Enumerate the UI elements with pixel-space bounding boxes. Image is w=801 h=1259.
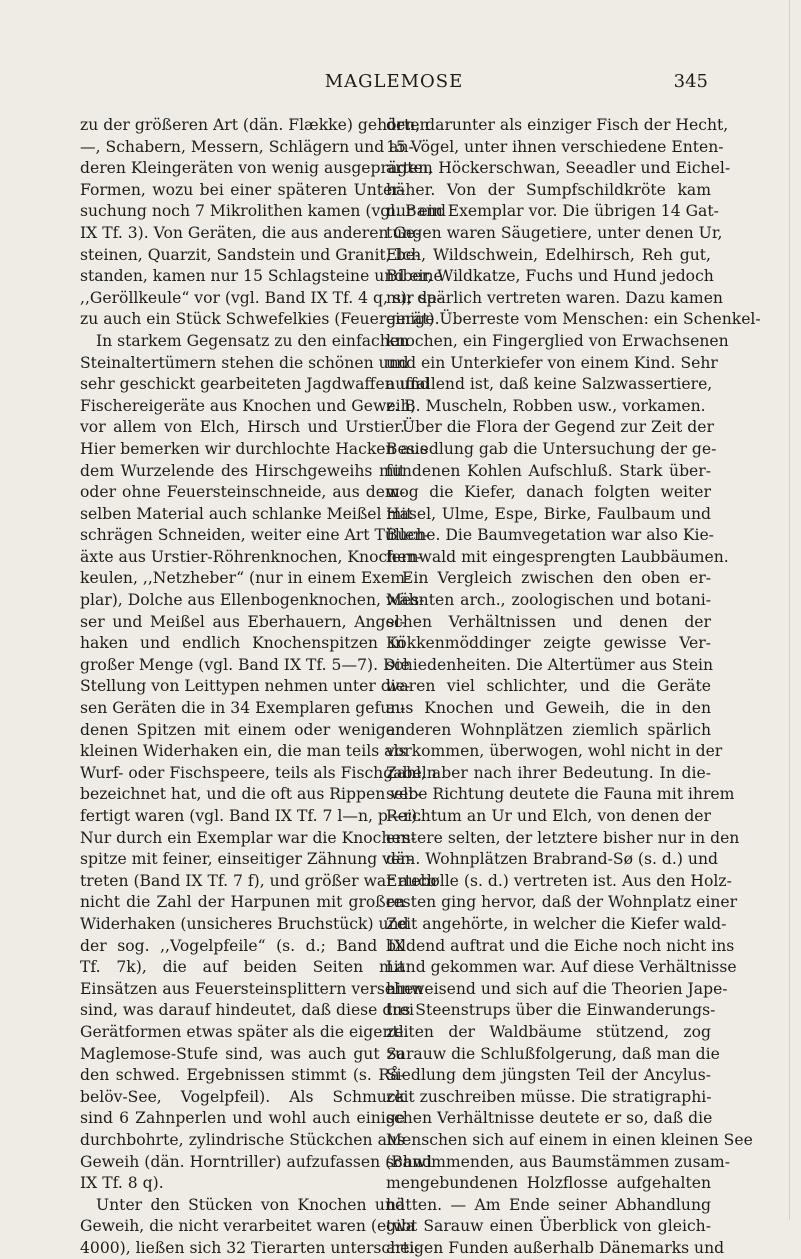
text-line: plar), Dolche aus Ellenbogenknochen, Mes-	[80, 591, 425, 610]
text-line: fertigt waren (vgl. Band IX Tf. 7 l—n, p—r).	[80, 807, 422, 825]
left-column	[80, 115, 446, 1259]
text-line: Sarauw die Schlußfolgerung, daß man die	[386, 1044, 720, 1063]
text-line: fernwald mit eingesprengten Laubbäumen.	[386, 547, 729, 566]
text-line: Buche. Die Baumvegetation war also Kie-	[386, 526, 714, 545]
text-line: knochen, ein Fingerglied von Erwachsenen	[386, 331, 729, 350]
text-line: Stellung von Leittypen nehmen unter die-	[80, 677, 411, 696]
text-line: artigen Funden außerhalb Dänemarks und	[386, 1238, 725, 1257]
text-line: denen Spitzen mit einem oder wenigen	[80, 720, 405, 739]
text-line: schen Verhältnissen und denen der	[386, 612, 711, 631]
text-line: selben Material auch schlanke Meißel mit	[80, 504, 413, 523]
text-line: keulen, ,,Netzheber“ (nur in einem Exem-	[80, 569, 411, 588]
text-line: durchbohrte, zylindrische Stückchen aus	[80, 1130, 405, 1149]
text-line: 4000), ließen sich 32 Tierarten unterschei-	[80, 1238, 420, 1257]
text-line: sind 6 Zahnperlen und wohl auch einige	[80, 1109, 405, 1128]
text-line: spitze mit feiner, einseitiger Zähnung ver-	[80, 850, 413, 869]
text-line: sen Geräten die in 34 Exemplaren gefun-	[80, 699, 406, 718]
page-edge	[789, 0, 800, 1220]
text-line: auffallend ist, daß keine Salzwassertiere,	[386, 375, 713, 394]
text-line: einige Überreste vom Menschen: ein Schenkel-	[386, 310, 761, 329]
text-line: resten ging hervor, daß der Wohnplatz einer	[386, 893, 738, 912]
text-line: vor allem von Elch, Hirsch und Urstier.	[80, 418, 405, 437]
text-line: zeiten der Waldbäume stützend, zog	[386, 1022, 711, 1041]
text-line: Ertebølle (s. d.) vertreten ist. Aus den Holz-	[386, 871, 732, 890]
text-line: haken und endlich Knochenspitzen in	[80, 634, 405, 653]
text-line: Nur durch ein Exemplar war die Knochen-	[80, 828, 417, 847]
text-line: Geweih (dän. Horntriller) aufzufassen (Band	[80, 1152, 432, 1171]
text-line: Zeit angehörte, in welcher die Kiefer wald-	[386, 914, 727, 933]
text-line: nicht die Zahl der Harpunen mit großen	[80, 893, 405, 912]
text-line: nur ein Exemplar vor. Die übrigen 14 Gat-	[386, 202, 719, 221]
text-line: Menschen sich auf einem in einen kleinen See	[386, 1130, 753, 1149]
text-line: Kökkenmöddinger zeigte gewisse Ver-	[386, 634, 711, 653]
text-line: ,,Geröllkeule“ vor (vgl. Band IX Tf. 4 q, s); da-	[80, 288, 442, 307]
text-line: deren Kleingeräten von wenig ausgeprägten	[80, 159, 433, 178]
text-line: Steinaltertümern stehen die schönen und	[80, 353, 409, 372]
text-line: Hier bemerken wir durchlochte Hacken aus	[80, 439, 428, 458]
text-line: Hasel, Ulme, Espe, Birke, Faulbaum und	[386, 504, 711, 523]
text-line: arten, Höckerschwan, Seeadler und Eichel-	[386, 159, 731, 178]
text-line: Besiedlung gab die Untersuchung der ge-	[386, 439, 717, 458]
text-line: vorkommen, überwogen, wohl nicht in der	[386, 742, 723, 761]
text-line: Geweih, die nicht verarbeitet waren (etwa	[80, 1217, 416, 1236]
text-line: sehr geschickt gearbeiteten Jagdwaffen und	[80, 375, 430, 394]
page-number: 345	[673, 71, 708, 92]
text-line: fundenen Kohlen Aufschluß. Stark über-	[386, 461, 711, 480]
text-line: suchung noch 7 Mikrolithen kamen (vgl. Band	[80, 202, 446, 221]
text-line: Reichtum an Ur und Elch, von denen der	[386, 807, 711, 825]
text-line: oder ohne Feuersteinschneide, aus dem-	[80, 483, 405, 502]
text-line: zu auch ein Stück Schwefelkies (Feuergerät).	[80, 310, 440, 329]
text-line: schrägen Schneiden, weiter eine Art Tüllen-	[80, 526, 430, 545]
text-line: Wurf- oder Fischspeere, teils als Fischgabeln	[80, 763, 437, 782]
text-line: und ein Unterkiefer von einem Kind. Sehr	[386, 353, 718, 372]
text-line: waren viel schlichter, und die Geräte	[386, 677, 711, 696]
text-line: anderen Wohnplätzen ziemlich spärlich	[386, 720, 711, 739]
text-line: erstere selten, der letztere bisher nur in den	[386, 828, 740, 847]
text-line: tungen waren Säugetiere, unter denen Ur,	[386, 223, 723, 242]
running-head	[80, 71, 708, 93]
right-column	[386, 115, 761, 1259]
text-line: Über die Flora der Gegend zur Zeit der	[402, 418, 714, 437]
text-line: Land gekommen war. Auf diese Verhältnisse	[386, 958, 737, 977]
text-line: steinen, Quarzit, Sandstein und Granit, be-	[80, 245, 421, 264]
text-line: selbe Richtung deutete die Fauna mit ihrem	[386, 785, 735, 804]
text-line: wog die Kiefer, danach folgten weiter	[386, 483, 711, 502]
text-line: Einsätzen aus Feuersteinsplittern versehen	[80, 979, 424, 998]
text-line: Siedlung dem jüngsten Teil der Ancylus-	[386, 1066, 711, 1085]
text-line: schiedenheiten. Die Altertümer aus Stein	[386, 655, 714, 674]
text-line: nur spärlich vertreten waren. Dazu kamen	[386, 288, 723, 307]
text-line: wähnten arch., zoologischen und botani-	[386, 591, 711, 610]
text-line: äxte aus Urstier-Röhrenknochen, Knochen-	[80, 547, 422, 566]
text-line: bezeichnet hat, und die oft aus Rippen ver-	[80, 785, 421, 804]
text-line: Zahl, aber nach ihrer Bedeutung. In die-	[386, 763, 711, 782]
text-line: häher. Von der Sumpfschildkröte kam	[386, 180, 711, 199]
text-line: gibt Sarauw einen Überblick von gleich-	[386, 1217, 711, 1236]
text-line: —, Schabern, Messern, Schlägern und an-	[80, 137, 414, 156]
text-line: hinweisend und sich auf die Theorien Jape-	[386, 979, 728, 998]
text-line: Fischereigeräte aus Knochen und Geweih,	[80, 396, 416, 415]
text-line: zu der größeren Art (dän. Flække) gehörten	[80, 116, 430, 134]
text-line: Gerätformen etwas später als die eigentl.	[80, 1022, 409, 1041]
text-line: kleinen Widerhaken ein, die man teils als	[80, 742, 407, 761]
text-line: hätten. — Am Ende seiner Abhandlung	[386, 1195, 711, 1214]
text-line: Formen, wozu bei einer späteren Unter-	[80, 180, 405, 199]
text-line: dem Wurzelende des Hirschgeweihs mit	[80, 461, 405, 480]
text-line: ser und Meißel aus Eberhauern, Angel-	[80, 612, 405, 631]
text-line: Elch, Wildschwein, Edelhirsch, Reh gut,	[386, 245, 711, 264]
text-line: den, darunter als einziger Fisch der Hecht,	[386, 116, 729, 134]
text-line: dän. Wohnplätzen Brabrand-Sø (s. d.) und	[386, 850, 718, 869]
text-line: aus Knochen und Geweih, die in den	[386, 699, 711, 718]
text-line: tus Steenstrups über die Einwanderungs-	[386, 1001, 716, 1020]
text-line: sind, was darauf hindeutet, daß diese drei	[80, 1001, 415, 1020]
text-line: z. B. Muscheln, Robben usw., vorkamen.	[386, 396, 706, 415]
text-line: großer Menge (vgl. Band IX Tf. 5—7). Die	[80, 655, 410, 674]
text-line: Ein Vergleich zwischen den oben er-	[402, 569, 711, 588]
text-line: Maglemose-Stufe sind, was auch gut zu	[80, 1044, 405, 1063]
text-line: schwimmenden, aus Baumstämmen zusam-	[386, 1152, 730, 1171]
text-line: Biber, Wildkatze, Fuchs und Hund jedoch	[386, 267, 714, 286]
text-line: treten (Band IX Tf. 7 f), und größer war auch	[80, 871, 437, 890]
running-head-title: MAGLEMOSE	[324, 71, 464, 92]
text-line: In starkem Gegensatz zu den einfachen	[96, 331, 410, 350]
text-line: belöv-See, Vogelpfeil). Als Schmuck	[80, 1087, 405, 1106]
text-line: Widerhaken (unsicheres Bruchstück) und	[80, 914, 409, 933]
text-line: standen, kamen nur 15 Schlagsteine und eine	[80, 267, 443, 286]
text-line: zeit zuschreiben müsse. Die stratigraphi-	[386, 1087, 712, 1106]
text-line: IX Tf. 3). Von Geräten, die aus anderen Ge-	[80, 223, 421, 242]
text-line: IX Tf. 8 q).	[80, 1174, 164, 1193]
text-line: schen Verhältnisse deutete er so, daß die	[386, 1109, 713, 1128]
text-line: Unter den Stücken von Knochen und	[96, 1195, 405, 1214]
text-line: 15 Vögel, unter ihnen verschiedene Enten-	[386, 137, 724, 156]
text-line: bildend auftrat und die Eiche noch nicht ins	[386, 936, 735, 955]
text-line: der sog. ,,Vogelpfeile“ (s. d.; Band IX	[80, 936, 405, 955]
text-line: den schwed. Ergebnissen stimmt (s. Rå-	[80, 1066, 405, 1085]
text-line: mengebundenen Holzflosse aufgehalten	[386, 1174, 711, 1193]
text-line: Tf. 7k), die auf beiden Seiten mit	[80, 958, 405, 977]
